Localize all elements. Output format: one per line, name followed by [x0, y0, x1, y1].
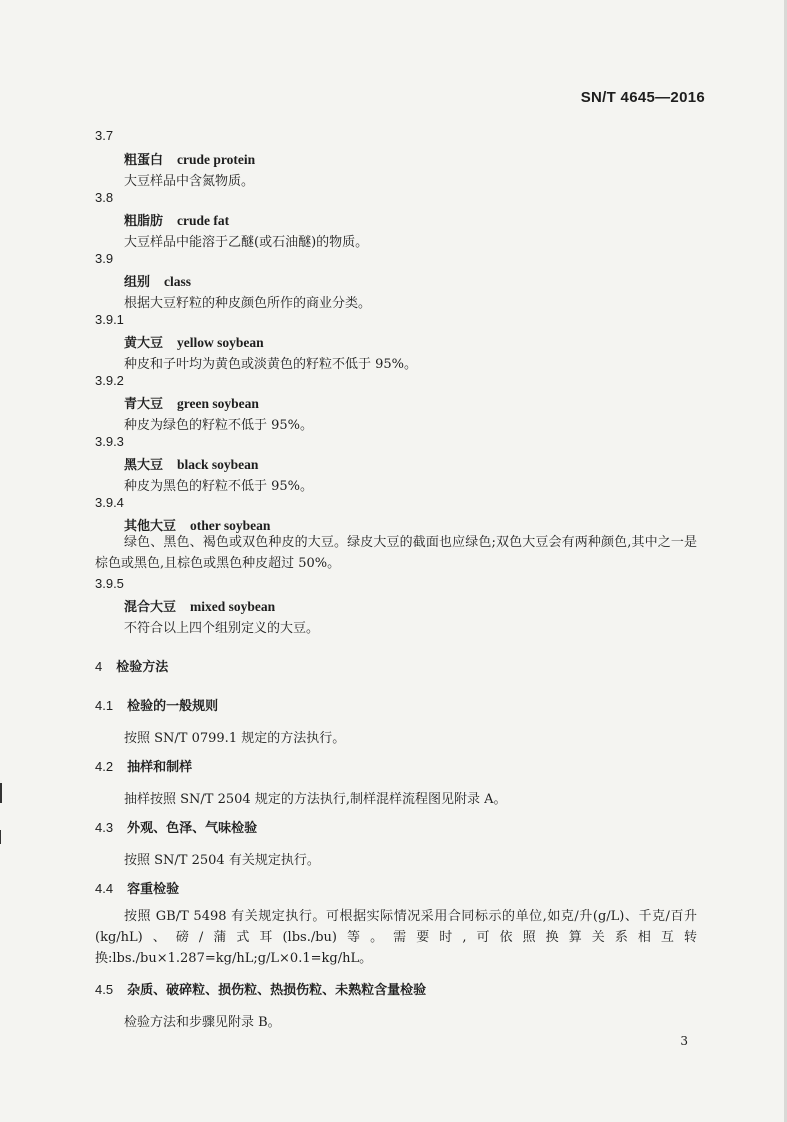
section-text: 检验方法和步骤见附录 B。 — [124, 1015, 281, 1030]
term-definition: 根据大豆籽粒的种皮颜色所作的商业分类。 — [124, 296, 372, 311]
section-heading — [95, 878, 179, 897]
section-title: 外观、色泽、气味检验 — [127, 821, 258, 836]
term-heading — [124, 393, 259, 412]
page-number: 3 — [680, 1034, 688, 1048]
term-en: black soybean — [177, 457, 259, 472]
term-zh: 其他大豆 — [124, 519, 177, 534]
term-definition: 不符合以上四个组别定义的大豆。 — [124, 621, 320, 636]
section-number: 4.1 — [95, 698, 114, 713]
term-en: crude fat — [177, 213, 230, 228]
term-zh: 混合大豆 — [124, 600, 177, 615]
term-heading — [124, 149, 255, 168]
section-text: 抽样按照 SN/T 2504 规定的方法执行,制样混样流程图见附录 A。 — [124, 792, 507, 807]
section-number: 4.2 — [95, 759, 114, 774]
term-zh: 青大豆 — [124, 397, 164, 412]
term-en: green soybean — [177, 396, 259, 411]
term-en: other soybean — [190, 518, 271, 533]
section-title: 抽样和制样 — [127, 760, 193, 775]
term-definition: 大豆样品中含氮物质。 — [124, 174, 255, 189]
section-number: 4.4 — [95, 881, 114, 896]
section-number: 4.3 — [95, 820, 114, 835]
term-en: yellow soybean — [177, 335, 264, 350]
term-heading — [124, 210, 229, 229]
term-zh: 粗蛋白 — [124, 153, 164, 168]
section-number: 4.5 — [95, 982, 114, 997]
chapter-number: 4 — [95, 659, 103, 674]
term-number: 3.9.2 — [95, 373, 124, 388]
term-heading — [124, 596, 275, 615]
term-definition: 种皮为绿色的籽粒不低于 95%。 — [124, 418, 314, 433]
term-number: 3.9.3 — [95, 434, 124, 449]
term-number: 3.9.5 — [95, 576, 124, 591]
term-zh: 组别 — [124, 275, 151, 290]
scan-edge-mark — [0, 783, 2, 803]
term-heading — [124, 271, 191, 290]
term-definition: 大豆样品中能溶于乙醚(或石油醚)的物质。 — [124, 235, 369, 250]
term-en: crude protein — [177, 152, 256, 167]
section-text: 按照 GB/T 5498 有关规定执行。可根据实际情况采用合同标示的单位,如克/升(g/L)、千克/百升(kg/hL)、磅/蒲式耳(lbs./bu)等。需要时,可依照换算关系相互转换:lbs./bu×1.287=kg/hL;g/L×0.1=kg/hL。 — [95, 909, 697, 966]
term-number: 3.7 — [95, 128, 114, 143]
term-zh: 黑大豆 — [124, 458, 164, 473]
term-number: 3.9 — [95, 251, 114, 266]
section-heading — [95, 979, 426, 998]
term-heading — [124, 454, 258, 473]
term-number: 3.8 — [95, 190, 114, 205]
document-id: SN/T 4645—2016 — [580, 89, 705, 106]
section-title: 杂质、破碎粒、损伤粒、热损伤粒、未熟粒含量检验 — [127, 983, 427, 998]
term-en: mixed soybean — [190, 599, 276, 614]
scan-edge-mark — [0, 830, 1, 844]
chapter-title: 检验方法 — [116, 660, 169, 675]
term-heading — [124, 332, 264, 351]
term-definition: 种皮为黑色的籽粒不低于 95%。 — [124, 479, 314, 494]
section-heading — [95, 756, 192, 775]
section-text: 按照 SN/T 0799.1 规定的方法执行。 — [124, 731, 346, 746]
section-text: 按照 SN/T 2504 有关规定执行。 — [124, 853, 320, 868]
section-heading — [95, 695, 218, 714]
section-heading — [95, 817, 257, 836]
term-en: class — [164, 274, 192, 289]
term-zh: 黄大豆 — [124, 336, 164, 351]
section-title: 容重检验 — [127, 882, 180, 897]
chapter-heading — [95, 656, 168, 675]
term-definition: 绿色、黑色、褐色或双色种皮的大豆。绿皮大豆的截面也应绿色;双色大豆会有两种颜色,其中之一是棕色或黑色,且棕色或黑色种皮超过 50%。 — [95, 535, 697, 571]
term-number: 3.9.1 — [95, 312, 124, 327]
term-definition: 种皮和子叶均为黄色或淡黄色的籽粒不低于 95%。 — [124, 357, 418, 372]
term-zh: 粗脂肪 — [124, 214, 164, 229]
section-title: 检验的一般规则 — [127, 699, 219, 714]
term-number: 3.9.4 — [95, 495, 124, 510]
